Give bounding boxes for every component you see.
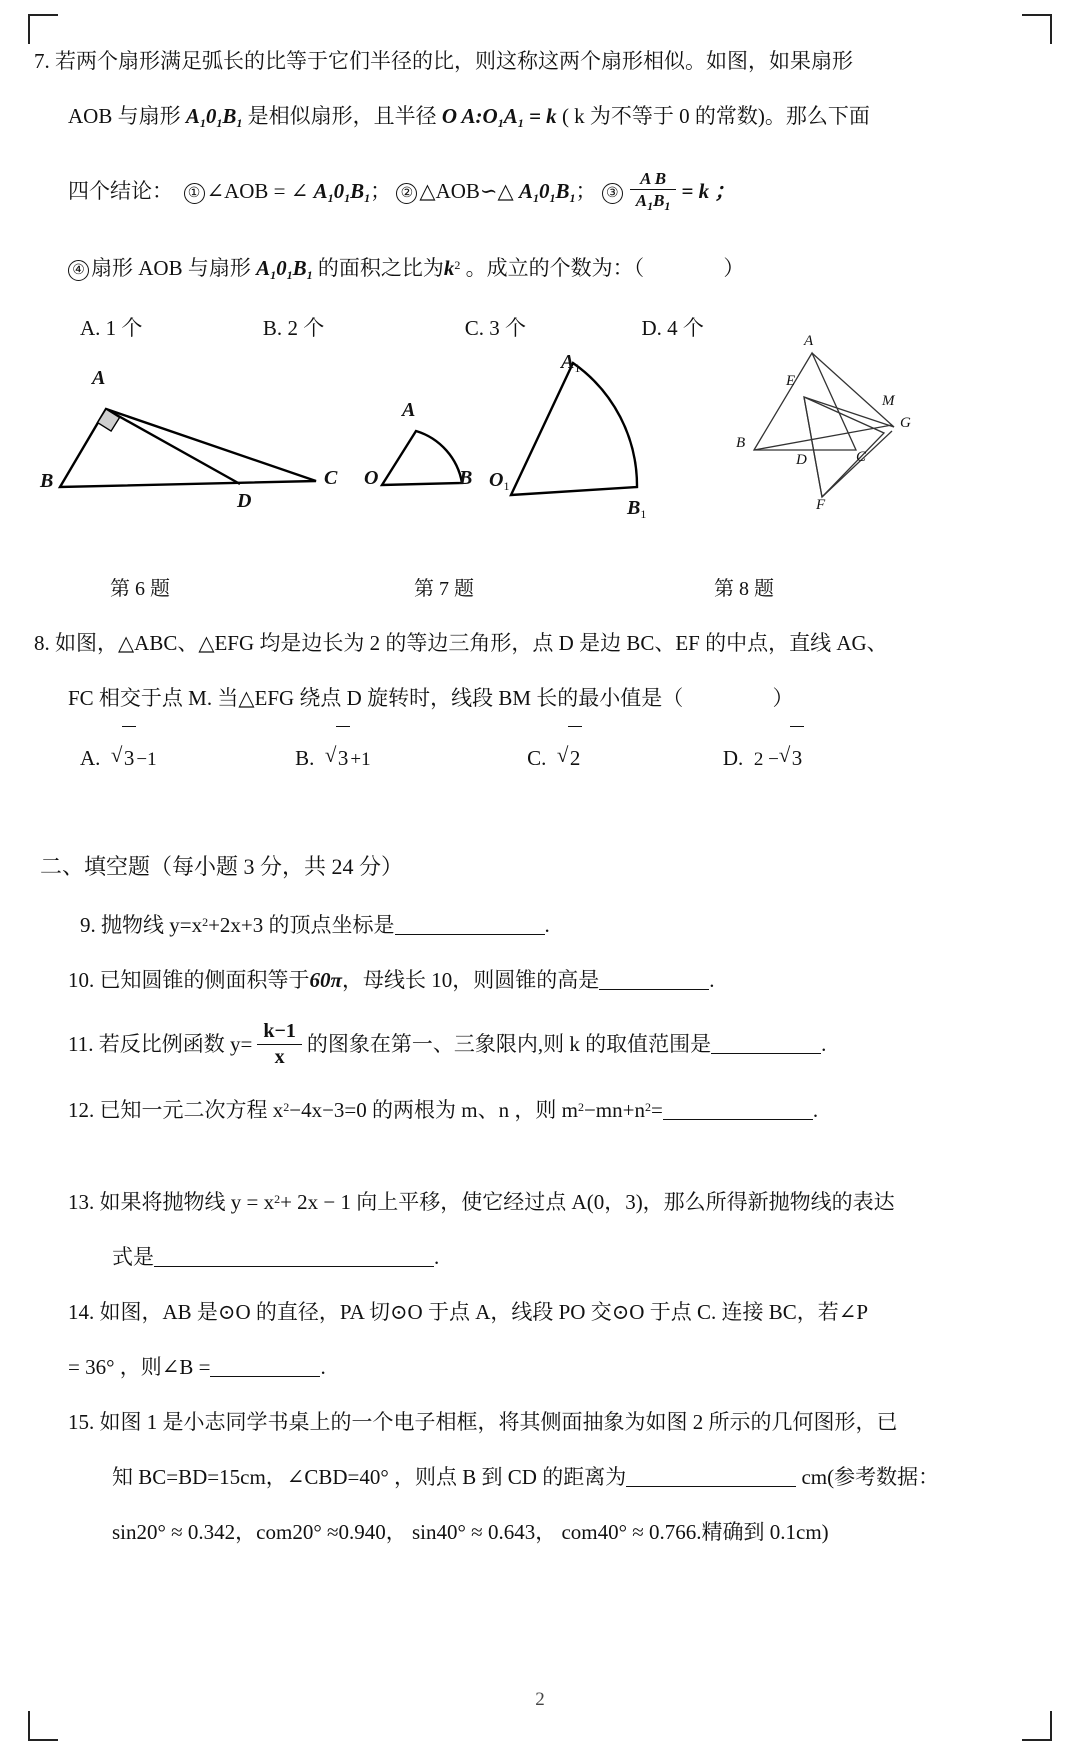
q7-option-C[interactable] [465, 303, 526, 353]
q7-l4-k: k [443, 256, 455, 280]
fraction-denominator-B-sub: 1 [664, 199, 671, 214]
q8-option-C-sqrt [557, 726, 583, 789]
figure-6-label-C: C [324, 467, 338, 489]
q7-l3-similar: ∽ [479, 179, 498, 203]
q7-option-A[interactable] [80, 303, 142, 353]
q7-l2-O1: 0 [205, 104, 217, 128]
question-9-tail: . [544, 913, 550, 937]
q7-l3-B1: B [350, 179, 365, 203]
figure-7-label-A1-letter: A [561, 351, 575, 373]
figure-6-caption: 第 6 题 [110, 578, 170, 600]
q7-l3-O1c-sub: 1 [549, 191, 556, 205]
question-8-number: 8. [34, 631, 50, 655]
q7-l3-g: ； [370, 179, 392, 203]
q7-l4-g: 。成立的个数为：（ [465, 256, 645, 280]
question-12-exp-1: 2 [283, 1100, 290, 1114]
page-content [34, 34, 954, 1560]
q7-l4-A1-sub: 1 [270, 268, 277, 282]
question-11-number: 11. [68, 1032, 94, 1056]
q8-option-A-sqrt [111, 726, 137, 789]
figure-7-label-A1-sub: 1 [574, 361, 581, 375]
question-8-line-1 [34, 616, 954, 671]
q8-option-D-pre: 2 − [753, 749, 779, 770]
question-10-text-b: ，母线长 10，则圆锥的高是 [341, 968, 600, 992]
figure-6-label-A: A [92, 367, 106, 389]
question-8-line-2 [34, 671, 954, 726]
question-14-number: 14. [68, 1300, 95, 1324]
question-13-exp: 2 [274, 1192, 281, 1206]
question-13-number: 13. [68, 1190, 95, 1214]
q8-option-B[interactable] [295, 726, 370, 791]
q8-option-D-letter: D. [722, 746, 744, 770]
conclusion-marker-2: ② [396, 183, 417, 204]
question-8-paren-close: ） [772, 686, 794, 710]
q7-option-A-letter: A. [80, 316, 101, 340]
question-12-answer-blank[interactable] [663, 1119, 813, 1120]
question-11-text-a: 若反比例函数 y= [98, 1032, 253, 1056]
q8-option-B-radicand: 3 [336, 726, 351, 789]
q7-option-C-text: 3 个 [489, 316, 526, 340]
q7-option-A-text: 1 个 [105, 316, 143, 340]
figure-7-label-A1 [561, 351, 580, 376]
question-7-text-1: 若两个扇形满足弧长的比等于它们半径的比，则这称这两个扇形相似。如图，如果扇形 [55, 49, 853, 73]
q8-option-B-letter: B. [295, 746, 315, 770]
crop-mark-bottom-right [1022, 1711, 1052, 1741]
question-13-line-2 [34, 1230, 954, 1285]
q7-l2-A1-sub: 1 [199, 116, 206, 130]
q7-l2-O1-sub: 1 [216, 116, 223, 130]
q8-option-A-radicand: 3 [122, 726, 137, 789]
q7-option-D-text: 4 个 [667, 316, 704, 340]
question-11-text-b: 的图象在第一、三象限内,则 k 的取值范围是 [306, 1032, 712, 1056]
q7-l2-k: ( k 为不等于 0 的常数)。那么下面 [561, 104, 870, 128]
q8-option-D[interactable] [723, 726, 804, 791]
q7-option-B-text: 2 个 [287, 316, 325, 340]
crop-mark-bottom-left [28, 1711, 58, 1741]
question-15-line-3 [34, 1505, 954, 1560]
question-12-text-d: = [650, 1098, 663, 1122]
figure-7-label-O: O [364, 467, 379, 489]
conclusion-marker-3: ③ [602, 183, 623, 204]
fraction-numerator: A B [630, 169, 677, 191]
q7-l3-O1: 0 [333, 179, 345, 203]
question-15-number: 15. [68, 1410, 95, 1434]
question-9-exp: 2 [202, 915, 209, 929]
conclusion-marker-4: ④ [68, 260, 89, 281]
question-11-fraction-denominator: x [274, 1045, 285, 1068]
question-11 [34, 1008, 954, 1080]
question-12-exp-3: 2 [644, 1100, 651, 1114]
q7-l3-A1: A [313, 179, 328, 203]
question-12-tail: . [812, 1098, 819, 1122]
figure-7-label-B1 [627, 497, 646, 522]
question-12 [34, 1080, 954, 1138]
question-15-line-2 [34, 1450, 954, 1505]
question-7-line-2 [34, 89, 954, 151]
question-14-text-2: = 36° ，则∠B = [68, 1355, 211, 1379]
question-10 [34, 953, 954, 1008]
q8-option-A-letter: A. [80, 746, 101, 770]
figure-8-label-E: E [786, 373, 796, 389]
question-9-text-b: +2x+3 的顶点坐标是 [208, 913, 395, 937]
question-9-answer-blank[interactable] [395, 934, 545, 935]
q7-l3-B1c-sub: 1 [569, 191, 576, 205]
question-10-pi: π [330, 968, 342, 992]
q7-l3-c: ∠ [290, 179, 309, 203]
ratio-fraction [630, 169, 677, 214]
q7-l3-n: ； [575, 179, 597, 203]
page-number: 2 [535, 1689, 545, 1710]
q8-option-D-radicand: 3 [790, 726, 805, 789]
q7-l3-A1c: A [518, 179, 533, 203]
q7-l3-h: △AOB [419, 179, 480, 203]
question-13-tail: . [434, 1245, 440, 1269]
figure-7-label-A: A [402, 399, 416, 421]
figure-7-caption: 第 7 题 [414, 578, 474, 600]
question-9 [34, 895, 954, 953]
figure-8-label-D: D [796, 452, 807, 468]
figure-8-label-B: B [736, 435, 746, 451]
figure-8-label-C: C [856, 449, 867, 465]
q7-l2-A1: A [185, 104, 200, 128]
q7-l3-b: ∠AOB = [206, 179, 286, 203]
q7-l2-O1b: O [482, 104, 498, 128]
question-10-value: 60 [309, 968, 331, 992]
q7-l2-A1b-sub: 1 [517, 116, 524, 130]
q7-l2-a: AOB 与扇形 [68, 104, 181, 128]
question-7-line-1 [34, 34, 954, 89]
figure-8-label-A: A [804, 333, 814, 349]
figure-8-label-M: M [882, 393, 895, 409]
question-11-tail: . [821, 1032, 827, 1056]
question-15-text-3: cm(参考数据： [801, 1465, 940, 1489]
question-14-text-1: 如图，AB 是⊙O 的直径，PA 切⊙O 于点 A，线段 PO 交⊙O 于点 C. 连接 BC，若∠P [99, 1300, 869, 1324]
figure-7-label-B1-letter: B [627, 497, 641, 519]
question-12-text-b: −4x−3=0 的两根为 m、n ，则 m [289, 1098, 578, 1122]
q7-l3-O1-sub: 1 [344, 191, 351, 205]
figure-7-label-O1-letter: O [489, 469, 504, 491]
q7-option-B[interactable] [263, 303, 324, 353]
q7-l4-k-exp: 2 [454, 258, 461, 272]
question-14-tail: . [320, 1355, 326, 1379]
section-2-heading: 二、填空题（每小题 3 分，共 24 分） [40, 854, 404, 879]
question-12-text-c: −mn+n [583, 1098, 645, 1122]
q7-l3-O1c: 0 [538, 179, 550, 203]
figure-7-label-O1-sub: 1 [503, 479, 510, 493]
question-11-fraction-numerator: k−1 [257, 1020, 302, 1045]
question-12-text-a: 已知一元二次方程 x [99, 1098, 284, 1122]
question-10-answer-blank[interactable] [599, 989, 709, 990]
q8-option-A[interactable] [80, 726, 157, 791]
question-15-text-2: 知 BC=BD=15cm，∠CBD=40° ，则点 B 到 CD 的距离为 [112, 1465, 627, 1489]
crop-mark-top-right [1022, 14, 1052, 44]
fraction-denominator-A-sub: 1 [647, 199, 654, 214]
q7-l3-B1c: B [555, 179, 570, 203]
figure-7-label-B1-sub: 1 [640, 507, 647, 521]
q7-l3-A1c-sub: 1 [532, 191, 539, 205]
figure-7-label-O1 [489, 469, 509, 494]
question-11-answer-blank[interactable] [711, 1053, 821, 1054]
question-13-text-c: 式是 [112, 1245, 154, 1269]
question-14-line-2 [34, 1340, 954, 1395]
question-8-text-1: 如图，△ABC、△EFG 均是边长为 2 的等边三角形，点 D 是边 BC、EF 的中点，直线 AG、 [55, 631, 888, 655]
q7-l2-OA: O A [441, 104, 476, 128]
fraction-denominator-B: B [653, 191, 665, 211]
question-12-number: 12. [68, 1098, 95, 1122]
question-8-text-2: FC 相交于点 M. 当△EFG 绕点 D 旋转时，线段 BM 长的最小值是（ [68, 686, 684, 710]
q7-l4-O1: 0 [276, 256, 287, 280]
figure-8-label-G: G [900, 415, 911, 431]
q8-option-D-sqrt [779, 726, 805, 789]
q7-l2-B1-sub: 1 [236, 116, 243, 130]
question-13-answer-blank[interactable] [154, 1266, 434, 1267]
q7-l3-o: = k ； [681, 179, 736, 203]
figure-7-label-B: B [459, 467, 473, 489]
question-13-text-b: + 2x − 1 向上平移，使它经过点 A(0，3)，那么所得新抛物线的表达 [280, 1190, 895, 1214]
question-14-line-1 [34, 1285, 954, 1340]
question-7-number: 7. [34, 49, 50, 73]
q7-l4-e: 的面积之比为 [317, 256, 444, 280]
q7-option-D-letter: D. [641, 316, 662, 340]
q8-option-C-radicand: 2 [568, 726, 583, 789]
q7-l4-B1-sub: 1 [306, 268, 313, 282]
figure-8-caption: 第 8 题 [714, 578, 774, 600]
q7-l2-eqk: = k [528, 104, 557, 128]
q8-option-A-post: −1 [136, 749, 157, 770]
q7-l3-j: △ [497, 179, 514, 203]
figure-7-small-sector [364, 393, 494, 523]
q8-option-B-sqrt [325, 726, 351, 789]
question-15-answer-blank[interactable] [626, 1486, 796, 1487]
q7-l4-O1-sub: 1 [286, 268, 293, 282]
question-9-number: 9. [80, 913, 96, 937]
figure-6-label-B: B [40, 470, 54, 492]
question-15-line-1 [34, 1395, 954, 1450]
q7-l3-B1-sub: 1 [364, 191, 371, 205]
question-13-text-a: 如果将抛物线 y = x [99, 1190, 275, 1214]
q7-l4-A1: A [256, 256, 271, 280]
question-10-text-a: 已知圆锥的侧面积等于 [99, 968, 310, 992]
fraction-denominator-A: A [635, 191, 648, 211]
q7-option-B-letter: B. [262, 316, 283, 340]
q7-l2-e: 是相似扇形，且半径 [247, 104, 437, 128]
question-13-line-1 [34, 1172, 954, 1230]
figure-captions [34, 572, 954, 616]
q8-option-C-letter: C. [527, 746, 547, 770]
q7-l2-colon: : [475, 104, 483, 128]
question-7-line-3 [34, 151, 954, 238]
q7-l4-h: ） [723, 256, 745, 280]
figures-row [34, 333, 954, 572]
question-8-options [34, 726, 954, 791]
q7-l4-a: 扇形 AOB 与扇形 [91, 256, 251, 280]
question-15-reference-data: sin20° ≈ 0.342，com20° ≈0.940， sin40° ≈ 0.643， com40° ≈ 0.766.精确到 0.1cm) [112, 1520, 829, 1544]
question-12-exp-2: 2 [577, 1100, 584, 1114]
q7-l3-A1-sub: 1 [327, 191, 334, 205]
question-7-line-4 [34, 238, 954, 303]
figure-6-label-D: D [237, 490, 252, 512]
question-10-number: 10. [68, 968, 95, 992]
q7-l4-B1: B [292, 256, 307, 280]
q7-l2-B1: B [222, 104, 237, 128]
figure-8-label-F: F [816, 497, 826, 513]
q7-option-D[interactable] [641, 303, 703, 353]
question-15-text-1: 如图 1 是小志同学书桌上的一个电子相框，将其侧面抽象为如图 2 所示的几何图形，已 [99, 1410, 898, 1434]
q8-option-C[interactable] [527, 726, 582, 789]
question-10-tail: . [709, 968, 715, 992]
q7-l2-O1b-sub: 1 [497, 116, 504, 130]
q8-option-B-post: +1 [350, 749, 371, 770]
q7-l3-a: 四个结论： [68, 179, 173, 203]
figure-6-diagram [44, 357, 354, 527]
figure-7-large-sector [489, 347, 679, 532]
q7-option-C-letter: C. [464, 316, 484, 340]
question-14-answer-blank[interactable] [210, 1376, 320, 1377]
question-11-fraction [257, 1020, 302, 1069]
conclusion-marker-1: ① [184, 183, 205, 204]
question-9-text-a: 抛物线 y=x [101, 913, 203, 937]
q7-l2-A1b: A [503, 104, 518, 128]
